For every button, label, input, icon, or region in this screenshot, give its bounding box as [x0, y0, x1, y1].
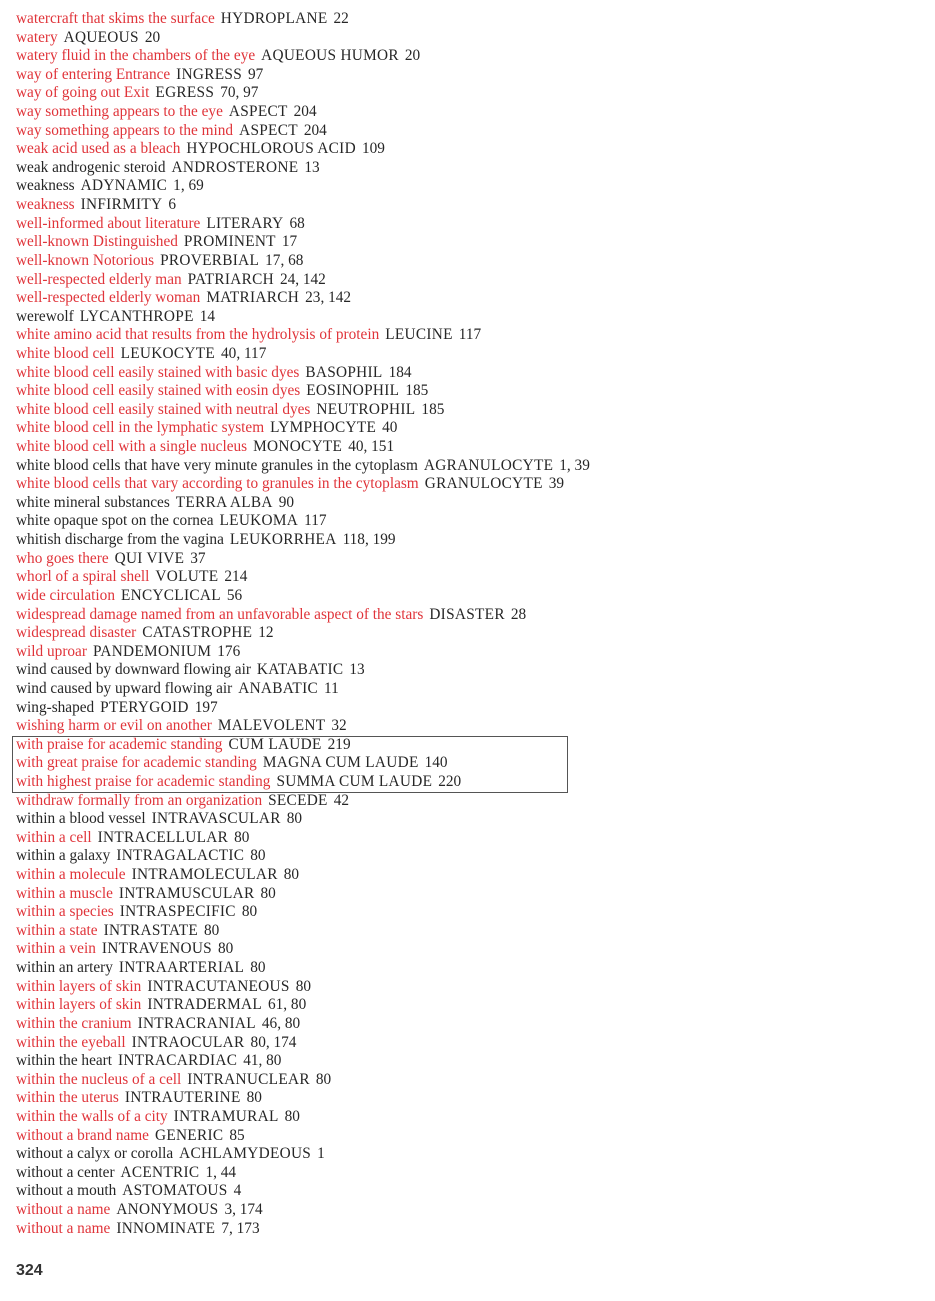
- entry-row: [16, 643, 916, 662]
- entry-word: ANONYMOUS: [116, 1201, 219, 1218]
- entry-row: [16, 252, 916, 271]
- entry-row: [16, 978, 916, 997]
- entry-pages: 14: [199, 307, 216, 325]
- entry-row: [16, 438, 916, 457]
- entry-row: [16, 624, 916, 643]
- entry-definition: weakness: [16, 196, 75, 214]
- entry-pages: 185: [421, 400, 445, 418]
- entry-row: [16, 103, 916, 122]
- entry-word: AQUEOUS HUMOR: [261, 47, 399, 65]
- entry-row: [16, 550, 916, 569]
- entry-row: [16, 326, 916, 345]
- entry-word: SUMMA CUM LAUDE: [276, 772, 433, 790]
- entry-pages: 24, 142: [279, 270, 326, 288]
- entry-definition: well-known Notorious: [16, 251, 155, 269]
- entry-row: [16, 1182, 916, 1201]
- entry-word: HYPOCHLOROUS ACID: [186, 140, 356, 158]
- entry-definition: wild uproar: [16, 642, 87, 660]
- entry-pages: 204: [303, 121, 327, 139]
- entry-row: [16, 1201, 916, 1220]
- entry-pages: 219: [327, 735, 351, 753]
- entry-definition: within a state: [16, 921, 98, 939]
- entry-row: [16, 419, 916, 438]
- entry-word: ADYNAMIC: [80, 177, 168, 195]
- highlight-box: [12, 736, 568, 793]
- entry-pages: 80: [246, 1089, 262, 1107]
- entry-pages: 204: [293, 103, 317, 121]
- entry-row: [16, 177, 916, 196]
- entry-row: [16, 1220, 916, 1239]
- entry-row: [16, 159, 916, 178]
- entry-row: [16, 1164, 916, 1183]
- entry-definition: within the heart: [16, 1052, 113, 1070]
- entry-row: [16, 959, 916, 978]
- entry-definition: well-respected elderly man: [16, 270, 182, 288]
- entry-row: [16, 140, 916, 159]
- entry-definition: within the eyeball: [16, 1033, 126, 1051]
- entry-pages: 1, 39: [559, 456, 590, 474]
- entry-pages: 85: [229, 1126, 245, 1144]
- entry-definition: weak androgenic steroid: [16, 158, 166, 176]
- entry-pages: 7, 173: [221, 1219, 260, 1237]
- entry-row: [16, 606, 916, 625]
- entry-pages: 80: [315, 1070, 332, 1088]
- entry-definition: white blood cells that vary according to granules in the cytoplasm: [16, 475, 419, 493]
- entry-pages: 3, 174: [224, 1201, 263, 1218]
- entry-pages: 70, 97: [220, 84, 259, 102]
- entry-definition: within layers of skin: [16, 996, 142, 1014]
- entry-row: [16, 29, 916, 48]
- entry-definition: watery fluid in the chambers of the eye: [16, 47, 256, 65]
- entry-word: ACENTRIC: [120, 1163, 200, 1181]
- entry-pages: 40, 151: [348, 438, 395, 456]
- entry-row: [16, 1108, 916, 1127]
- entry-row: [16, 847, 916, 866]
- entry-row: [16, 512, 916, 531]
- entry-definition: way something appears to the eye: [16, 103, 223, 121]
- entry-word: INTRACARDIAC: [118, 1052, 238, 1070]
- entry-row: [16, 1145, 916, 1164]
- entry-definition: without a calyx or corolla: [16, 1145, 174, 1163]
- entry-word: ASPECT: [228, 103, 288, 121]
- entry-word: INTRACRANIAL: [137, 1014, 256, 1032]
- entry-word: LITERARY: [206, 214, 284, 232]
- entry-row: [16, 196, 916, 215]
- entry-definition: weakness: [16, 177, 75, 195]
- entry-row: [16, 122, 916, 141]
- entry-row: [16, 587, 916, 606]
- entry-pages: 6: [168, 196, 177, 214]
- entry-word: INTRAVENOUS: [101, 940, 212, 958]
- entry-pages: 32: [331, 717, 347, 735]
- entry-word: LYCANTHROPE: [79, 307, 194, 325]
- entry-row: [16, 810, 916, 829]
- entry-pages: 1, 44: [205, 1163, 237, 1181]
- entry-pages: 20: [144, 28, 161, 46]
- entry-definition: wide circulation: [16, 586, 115, 604]
- entry-pages: 80: [286, 810, 303, 828]
- entry-definition: within the cranium: [16, 1014, 132, 1032]
- entry-pages: 117: [304, 512, 327, 530]
- entry-word: TERRA ALBA: [175, 493, 273, 511]
- entry-word: GENERIC: [154, 1126, 224, 1144]
- entry-word: PROVERBIAL: [160, 251, 260, 269]
- entry-row: [16, 717, 916, 736]
- entry-word: CUM LAUDE: [228, 735, 322, 753]
- entry-row: [16, 661, 916, 680]
- entry-pages: 185: [405, 382, 429, 400]
- entry-pages: 220: [438, 772, 462, 790]
- entry-word: INTRAMOLECULAR: [131, 866, 278, 884]
- entry-word: INTRANUCLEAR: [187, 1070, 310, 1088]
- entry-word: INTRAUTERINE: [124, 1089, 241, 1107]
- entry-definition: without a center: [16, 1163, 115, 1181]
- entry-word: VOLUTE: [155, 568, 219, 586]
- entry-row: [16, 866, 916, 885]
- entry-word: INTRAMURAL: [173, 1107, 279, 1125]
- entry-row: [16, 996, 916, 1015]
- entry-word: NEUTROPHIL: [316, 400, 416, 418]
- entry-word: MALEVOLENT: [217, 717, 326, 735]
- entry-definition: watercraft that skims the surface: [16, 10, 215, 27]
- entry-word: INTRASPECIFIC: [119, 903, 236, 921]
- entry-row: [16, 680, 916, 699]
- entry-word: MAGNA CUM LAUDE: [262, 754, 419, 772]
- entry-definition: wind caused by upward flowing air: [16, 679, 233, 697]
- entry-word: LEUKOMA: [219, 512, 299, 530]
- entry-definition: within a molecule: [16, 866, 126, 884]
- entry-row: [16, 401, 916, 420]
- entry-pages: 42: [333, 791, 349, 809]
- entry-word: INTRADERMAL: [147, 996, 262, 1014]
- entry-row: [16, 494, 916, 513]
- entry-pages: 1, 69: [173, 177, 204, 195]
- entry-row: [16, 1127, 916, 1146]
- entry-pages: 41, 80: [243, 1052, 282, 1070]
- entry-row: [16, 1034, 916, 1053]
- entry-pages: 13: [304, 158, 320, 176]
- entry-definition: white blood cells that have very minute granules in the cytoplasm: [16, 456, 418, 474]
- entry-definition: werewolf: [16, 307, 74, 325]
- entry-pages: 80: [203, 921, 220, 939]
- entry-definition: weak acid used as a bleach: [16, 140, 181, 158]
- entry-word: INTRAOCULAR: [131, 1033, 245, 1051]
- entry-row: [16, 271, 916, 290]
- entry-definition: within a species: [16, 903, 114, 921]
- entry-word: ACHLAMYDEOUS: [179, 1145, 312, 1163]
- entry-definition: wind caused by downward flowing air: [16, 661, 251, 679]
- entry-definition: white opaque spot on the cornea: [16, 512, 214, 530]
- entry-pages: 1: [317, 1145, 325, 1163]
- entry-word: ASPECT: [239, 121, 298, 139]
- entry-word: INGRESS: [176, 65, 243, 83]
- entry-definition: white blood cell easily stained with neutral dyes: [16, 400, 311, 418]
- entry-pages: 11: [323, 679, 339, 697]
- entry-pages: 80: [284, 1107, 300, 1125]
- entry-pages: 13: [349, 661, 365, 679]
- entry-word: LEUKORRHEA: [229, 531, 337, 549]
- entry-word: INTRACELLULAR: [97, 828, 229, 846]
- entry-word: ENCYCLICAL: [120, 586, 221, 604]
- entry-word: QUI VIVE: [114, 549, 185, 567]
- entry-word: INTRAMUSCULAR: [118, 884, 255, 902]
- entry-word: INTRAGALACTIC: [116, 847, 245, 865]
- entry-definition: white blood cell easily stained with eosin dyes: [16, 382, 301, 400]
- entry-row: [16, 215, 916, 234]
- entry-row: [16, 940, 916, 959]
- entry-pages: 4: [233, 1182, 242, 1200]
- entry-definition: with praise for academic standing: [16, 735, 223, 753]
- entry-definition: watery: [16, 28, 58, 46]
- entry-pages: 140: [424, 754, 448, 772]
- entry-word: ANDROSTERONE: [171, 158, 299, 176]
- entry-definition: white blood cell in the lymphatic system: [16, 419, 265, 437]
- entry-definition: within the walls of a city: [16, 1107, 168, 1125]
- entry-definition: within a blood vessel: [16, 810, 146, 828]
- entry-row: [16, 475, 916, 494]
- entry-definition: widespread disaster: [16, 624, 137, 642]
- entry-row: [16, 792, 916, 811]
- entry-pages: 12: [258, 624, 274, 642]
- entry-pages: 17: [281, 233, 298, 251]
- entry-row: [16, 10, 916, 29]
- entry-word: INTRASTATE: [103, 921, 198, 939]
- entry-pages: 80: [260, 884, 276, 902]
- entry-definition: without a name: [16, 1201, 111, 1218]
- entry-row: [16, 903, 916, 922]
- entry-word: EGRESS: [155, 84, 215, 102]
- entry-row: [16, 531, 916, 550]
- entry-row: [16, 308, 916, 327]
- entry-row: [16, 345, 916, 364]
- entry-pages: 20: [404, 47, 421, 65]
- entry-row: [16, 922, 916, 941]
- entry-definition: who goes there: [16, 549, 109, 567]
- entry-word: MATRIARCH: [206, 289, 300, 307]
- entry-pages: 80: [295, 977, 311, 995]
- entry-word: EOSINOPHIL: [306, 382, 400, 400]
- entry-definition: way of entering Entrance: [16, 65, 171, 83]
- entry-pages: 17, 68: [265, 251, 304, 269]
- entry-word: PTERYGOID: [100, 698, 189, 716]
- entry-row: [16, 47, 916, 66]
- entry-list: [16, 10, 916, 1238]
- entry-pages: 80: [283, 866, 300, 884]
- entry-pages: 37: [190, 549, 206, 567]
- entry-definition: within a cell: [16, 828, 92, 846]
- entry-row: [16, 364, 916, 383]
- entry-definition: white blood cell: [16, 344, 115, 362]
- entry-definition: within an artery: [16, 959, 113, 977]
- entry-word: PANDEMONIUM: [92, 642, 212, 660]
- entry-row: [16, 289, 916, 308]
- entry-word: HYDROPLANE: [220, 10, 328, 27]
- entry-pages: 46, 80: [261, 1014, 301, 1032]
- entry-definition: with highest praise for academic standing: [16, 772, 271, 790]
- entry-pages: 22: [333, 10, 349, 27]
- entry-definition: within a galaxy: [16, 847, 111, 865]
- entry-word: KATABATIC: [256, 661, 344, 679]
- entry-pages: 80: [250, 959, 266, 977]
- entry-word: INNOMINATE: [116, 1219, 216, 1237]
- entry-pages: 80: [250, 847, 266, 865]
- entry-row: [16, 457, 916, 476]
- page-number: 324: [16, 1262, 43, 1279]
- entry-row: [16, 1015, 916, 1034]
- entry-definition: well-informed about literature: [16, 214, 201, 232]
- entry-word: GRANULOCYTE: [424, 475, 543, 493]
- entry-pages: 90: [278, 493, 294, 511]
- entry-pages: 56: [226, 586, 243, 604]
- entry-definition: white blood cell easily stained with basic dyes: [16, 363, 300, 381]
- entry-word: CATASTROPHE: [142, 624, 253, 642]
- entry-word: AQUEOUS: [63, 28, 139, 46]
- entry-definition: widespread damage named from an unfavorable aspect of the stars: [16, 605, 424, 623]
- entry-definition: wing-shaped: [16, 698, 95, 716]
- entry-definition: way something appears to the mind: [16, 121, 234, 139]
- entry-pages: 68: [289, 214, 305, 232]
- entry-word: SECEDE: [268, 791, 328, 809]
- entry-definition: withdraw formally from an organization: [16, 791, 263, 809]
- entry-definition: wishing harm or evil on another: [16, 717, 212, 735]
- entry-row: [16, 568, 916, 587]
- entry-pages: 40, 117: [221, 344, 267, 362]
- entry-definition: white amino acid that results from the hydrolysis of protein: [16, 326, 380, 344]
- entry-row: [16, 233, 916, 252]
- entry-row: [16, 1071, 916, 1090]
- entry-row: [16, 1089, 916, 1108]
- entry-pages: 39: [548, 475, 565, 493]
- entry-pages: 118, 199: [342, 531, 396, 549]
- entry-word: LEUKOCYTE: [120, 344, 216, 362]
- entry-pages: 117: [458, 326, 482, 344]
- entry-definition: within layers of skin: [16, 977, 142, 995]
- entry-definition: without a brand name: [16, 1126, 149, 1144]
- entry-row: [16, 66, 916, 85]
- entry-definition: whorl of a spiral shell: [16, 568, 150, 586]
- entry-pages: 214: [224, 568, 248, 586]
- entry-row: [16, 699, 916, 718]
- entry-row: [16, 1052, 916, 1071]
- entry-word: PATRIARCH: [187, 270, 274, 288]
- entry-word: LYMPHOCYTE: [270, 419, 377, 437]
- entry-definition: within a muscle: [16, 884, 113, 902]
- entry-definition: white mineral substances: [16, 493, 170, 511]
- entry-word: INFIRMITY: [80, 196, 163, 214]
- entry-pages: 109: [361, 140, 385, 158]
- entry-word: LEUCINE: [385, 326, 453, 344]
- entry-word: BASOPHIL: [305, 363, 383, 381]
- entry-word: ANABATIC: [238, 679, 318, 697]
- entry-word: DISASTER: [429, 605, 505, 623]
- entry-pages: 80: [241, 903, 258, 921]
- entry-definition: within the uterus: [16, 1089, 119, 1107]
- entry-definition: well-known Distinguished: [16, 233, 178, 251]
- entry-definition: without a name: [16, 1219, 111, 1237]
- entry-row: [16, 382, 916, 401]
- entry-pages: 61, 80: [267, 996, 307, 1014]
- entry-word: ASTOMATOUS: [122, 1182, 228, 1200]
- entry-pages: 40: [382, 419, 398, 437]
- entry-definition: white blood cell with a single nucleus: [16, 438, 248, 456]
- entry-definition: with great praise for academic standing: [16, 754, 257, 772]
- entry-definition: without a mouth: [16, 1182, 117, 1200]
- entry-pages: 184: [388, 363, 412, 381]
- entry-definition: way of going out Exit: [16, 84, 150, 102]
- entry-word: INTRAARTERIAL: [118, 959, 245, 977]
- entry-pages: 23, 142: [305, 289, 352, 307]
- entry-pages: 176: [217, 642, 241, 660]
- entry-word: MONOCYTE: [253, 438, 343, 456]
- entry-word: INTRACUTANEOUS: [147, 977, 290, 995]
- entry-pages: 197: [194, 698, 218, 716]
- entry-word: AGRANULOCYTE: [423, 456, 554, 474]
- entry-pages: 28: [510, 605, 527, 623]
- entry-definition: within a vein: [16, 940, 96, 958]
- entry-pages: 97: [248, 65, 264, 83]
- entry-definition: whitish discharge from the vagina: [16, 531, 224, 549]
- entry-word: INTRAVASCULAR: [151, 810, 281, 828]
- entry-pages: 80: [217, 940, 234, 958]
- entry-row: [16, 885, 916, 904]
- entry-pages: 80, 174: [250, 1033, 297, 1051]
- entry-row: [16, 829, 916, 848]
- entry-row: [16, 84, 916, 103]
- entry-pages: 80: [234, 828, 250, 846]
- entry-definition: well-respected elderly woman: [16, 289, 201, 307]
- entry-definition: within the nucleus of a cell: [16, 1070, 182, 1088]
- entry-word: PROMINENT: [183, 233, 276, 251]
